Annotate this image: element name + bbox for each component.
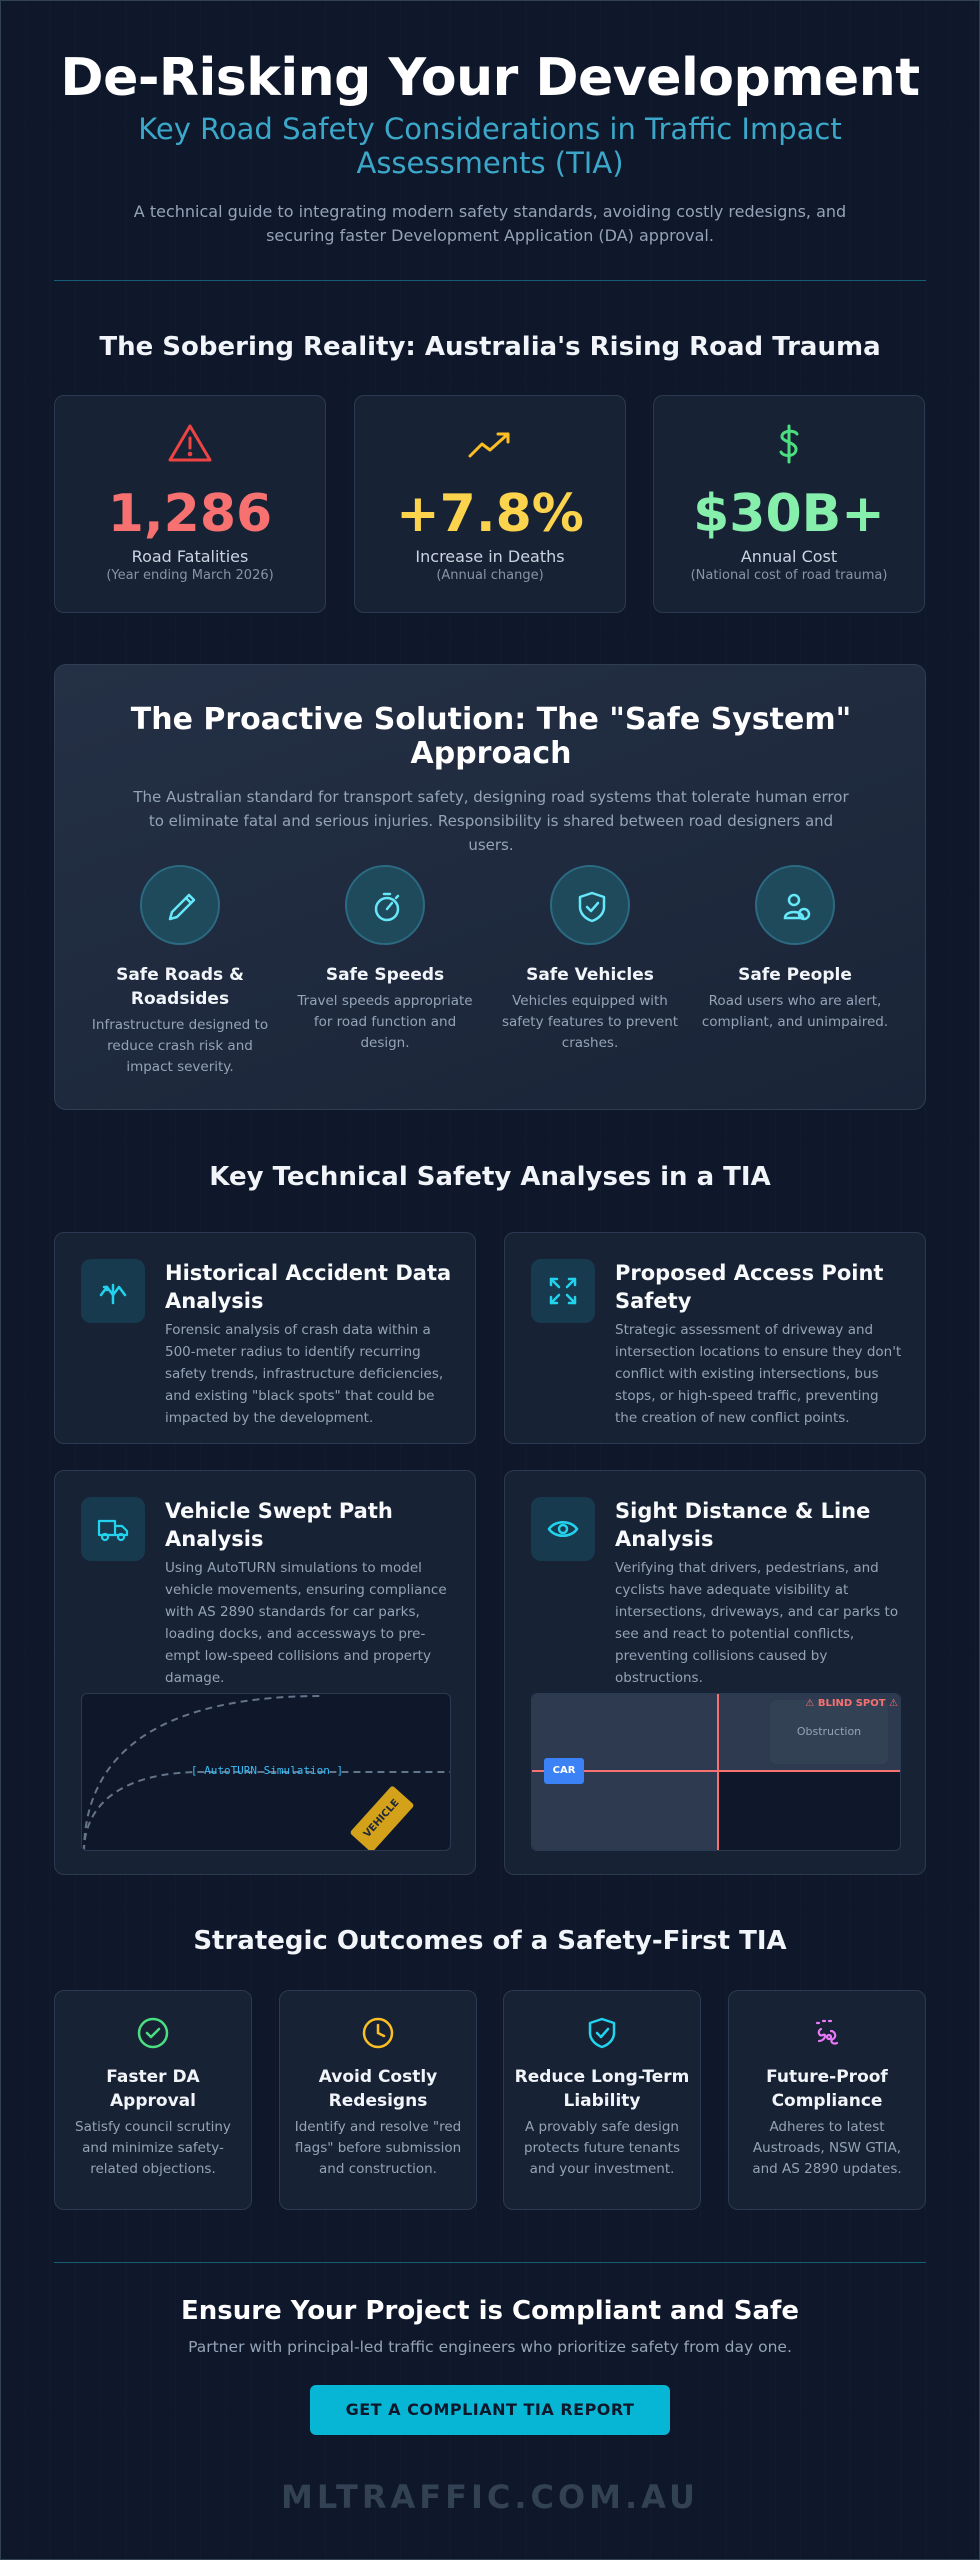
outcome-desc: A provably safe design protects future tenants and your investment. (523, 2119, 681, 2177)
stat-value: $30B+ (693, 484, 885, 544)
page-subtitle: Key Road Safety Considerations in Traffic Impact Assessments (TIA) (138, 112, 842, 180)
outcome-card-avoid-redesigns (279, 1990, 477, 2210)
stat-value: +7.8% (396, 484, 584, 544)
outcome-card-future-proof (728, 1990, 926, 2210)
people-icon (777, 887, 817, 927)
shield-check-icon (572, 887, 612, 927)
analysis-desc: Verifying that drivers, pedestrians, and cyclists have adequate visibility at intersections, driveways, and car parks to see and react to potential conflicts, preventing collisions caused by obstructions. (615, 1560, 899, 1686)
dollar-sign-icon (765, 420, 813, 468)
safe-system-panel (54, 664, 926, 1110)
swept-path-label: [ AutoTURN Simulation ] (190, 1764, 344, 1777)
blind-spot-label: ⚠ BLIND SPOT ⚠ (805, 1698, 898, 1709)
analysis-card-accident-data (54, 1232, 476, 1444)
outcome-card-reduce-liability (503, 1990, 701, 2210)
stat-label: Road Fatalities (131, 547, 249, 566)
stat-sub: (Annual change) (436, 568, 544, 583)
stat-sub: (Year ending March 2026) (106, 568, 274, 583)
analysis-card-sight-distance (504, 1470, 926, 1875)
pillar-desc: Travel speeds appropriate for road function and design. (297, 993, 473, 1051)
sight-distance-diagram (531, 1693, 901, 1851)
merge-arrows-icon (97, 1275, 129, 1307)
stat-card-fatalities (54, 395, 326, 613)
analysis-title: Sight Distance & Line Analysis (615, 1499, 871, 1551)
expand-arrows-icon (547, 1275, 579, 1307)
warning-triangle-icon (166, 420, 214, 468)
intro-text: A technical guide to integrating modern safety standards, avoiding costly redesigns, and securing faster Development Application (DA) approval. (133, 202, 847, 245)
outcome-desc: Satisfy council scrutiny and minimize safety-related objections. (75, 2119, 231, 2177)
stat-card-annual-cost (653, 395, 925, 613)
analysis-card-swept-path (54, 1470, 476, 1875)
cta-divider (54, 2262, 926, 2263)
outcome-title: Faster DA Approval (106, 2067, 200, 2111)
vehicle-marker: VEHICLE (349, 1785, 414, 1851)
outcome-desc: Adheres to latest Austroads, NSW GTIA, and AS 2890 updates. (752, 2119, 902, 2177)
safe-system-title: The Proactive Solution: The "Safe System" Approach (130, 702, 852, 771)
cta-title: Ensure Your Project is Compliant and Safe (180, 2296, 799, 2326)
analyses-section-title: Key Technical Safety Analyses in a TIA (209, 1162, 771, 1192)
truck-icon (97, 1513, 129, 1545)
car-marker: CAR (544, 1758, 584, 1784)
outcome-card-faster-da (54, 1990, 252, 2210)
check-circle-icon (135, 2015, 171, 2051)
pillar-desc: Infrastructure designed to reduce crash risk and impact severity. (91, 1017, 269, 1075)
analysis-title: Historical Accident Data Analysis (165, 1261, 452, 1313)
outcomes-section-title: Strategic Outcomes of a Safety-First TIA (193, 1926, 787, 1956)
trending-up-icon (466, 420, 514, 468)
shield-check-icon (584, 2015, 620, 2051)
pillar-title: Safe Roads & Roadsides (116, 965, 244, 1009)
analysis-desc: Strategic assessment of driveway and intersection locations to ensure they don't conflict with existing intersections, bus stops, or high-speed traffic, preventing the creation of new conflict points. (615, 1322, 902, 1426)
stat-card-deaths-increase (354, 395, 626, 613)
cta-subtitle: Partner with principal-led traffic engineers who prioritize safety from day one. (188, 2338, 792, 2356)
eye-icon (547, 1513, 579, 1545)
outcome-desc: Identify and resolve "red flags" before submission and construction. (294, 2119, 462, 2177)
timer-icon (367, 887, 407, 927)
pillar-desc: Road users who are alert, compliant, and unimpaired. (701, 993, 889, 1030)
stat-label: Increase in Deaths (415, 547, 565, 566)
swept-path-diagram (81, 1693, 451, 1851)
safe-system-description: The Australian standard for transport safety, designing road systems that tolerate human error to eliminate fatal and serious injuries. Responsibility is shared between road designers and users. (133, 788, 849, 854)
sparkle-icon (809, 2015, 845, 2051)
outcome-title: Avoid Costly Redesigns (318, 2067, 438, 2111)
get-tia-report-button[interactable]: GET A COMPLIANT TIA REPORT (310, 2385, 670, 2435)
analysis-card-access-point (504, 1232, 926, 1444)
reality-section-title: The Sobering Reality: Australia's Rising Road Trauma (99, 332, 881, 362)
analysis-desc: Forensic analysis of crash data within a 500-meter radius to identify recurring safety trends, infrastructure deficiencies, and existing "black spots" that could be impacted by the development. (165, 1322, 444, 1426)
pillar-desc: Vehicles equipped with safety features to prevent crashes. (501, 993, 679, 1051)
obstruction-block: Obstruction (770, 1700, 888, 1764)
stat-label: Annual Cost (740, 547, 838, 566)
analysis-desc: Using AutoTURN simulations to model vehicle movements, ensuring compliance with AS 2890 standards for car parks, loading docks, and accessways to pre-empt low-speed collisions and property damage. (165, 1560, 447, 1686)
pillar-title: Safe Vehicles (526, 965, 654, 985)
pencil-icon (162, 887, 202, 927)
header-divider (54, 280, 926, 281)
outcome-title: Future-Proof Compliance (766, 2067, 888, 2111)
analysis-title: Vehicle Swept Path Analysis (165, 1499, 393, 1551)
stat-sub: (National cost of road trauma) (690, 568, 888, 583)
analysis-title: Proposed Access Point Safety (615, 1261, 884, 1313)
pillar-title: Safe Speeds (325, 965, 445, 985)
page-title: De-Risking Your Development (60, 48, 920, 108)
stat-value: 1,286 (107, 484, 273, 544)
brand-url[interactable]: MLTRAFFIC.COM.AU (281, 2478, 699, 2516)
outcome-title: Reduce Long-Term Liability (514, 2067, 690, 2111)
clock-icon (360, 2015, 396, 2051)
pillar-title: Safe People (738, 965, 852, 985)
